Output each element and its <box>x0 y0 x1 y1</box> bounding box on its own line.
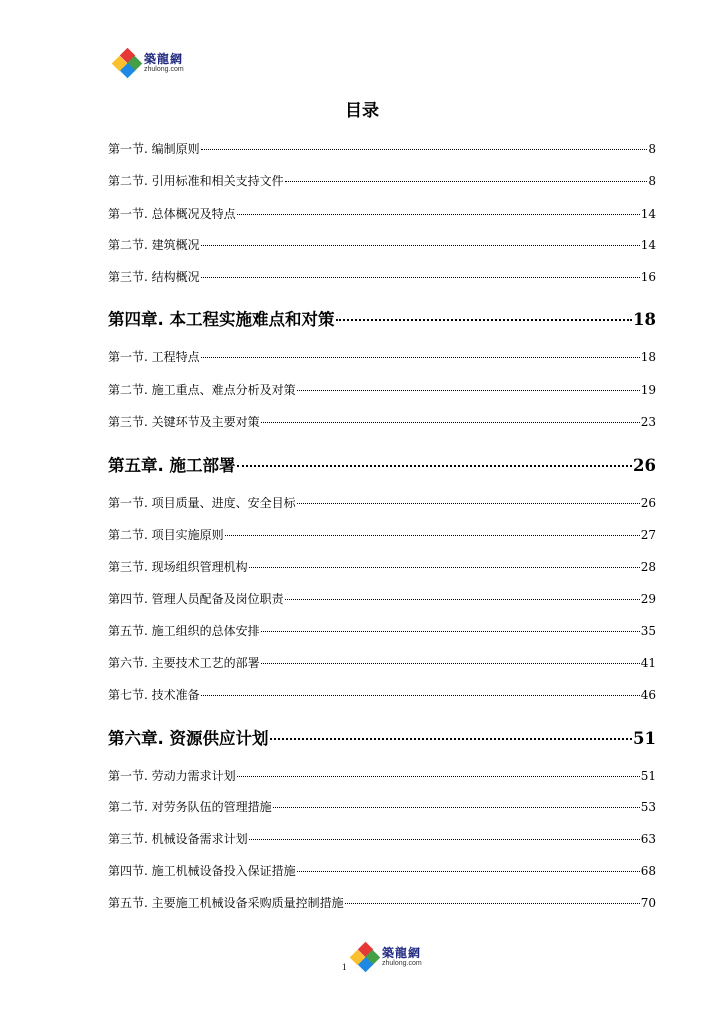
dot-leader <box>273 795 640 808</box>
toc-section-entry[interactable] <box>108 767 656 784</box>
toc-entry-label: 第五节. 施工组织的总体安排 <box>108 624 260 638</box>
dot-leader <box>201 683 640 696</box>
logo-english-text: zhulong.com <box>382 960 422 967</box>
toc-section-entry[interactable] <box>108 830 656 847</box>
toc-entry-label: 第五节. 主要施工机械设备采购质量控制措施 <box>108 896 344 910</box>
toc-entry-page: 51 <box>640 769 656 783</box>
toc-entry-label: 第二节. 引用标准和相关支持文件 <box>108 174 284 188</box>
logo-english-text: zhulong.com <box>144 66 184 73</box>
toc-entry-page: 51 <box>633 729 656 748</box>
toc-section-entry[interactable] <box>108 590 656 607</box>
page-number: 1 <box>342 962 347 972</box>
toc-section-entry[interactable] <box>108 894 656 911</box>
toc-entry-page: 63 <box>640 832 656 846</box>
dot-leader <box>297 859 640 872</box>
toc-entry-label: 第一节. 项目质量、进度、安全目标 <box>108 496 296 510</box>
diamond-logo-icon <box>114 50 140 76</box>
toc-entry-label: 第三节. 机械设备需求计划 <box>108 832 248 846</box>
toc-entry-label: 第二节. 项目实施原则 <box>108 528 224 542</box>
toc-section-entry[interactable] <box>108 798 656 815</box>
toc-entry-label: 第一节. 总体概况及特点 <box>108 207 236 221</box>
dot-leader <box>297 378 640 391</box>
toc-entry-page: 18 <box>640 350 656 364</box>
toc-entry-label: 第三节. 关键环节及主要对策 <box>108 415 260 429</box>
toc-entry-page: 70 <box>640 896 656 910</box>
toc-entry-label: 第二节. 建筑概况 <box>108 238 200 252</box>
dot-leader <box>270 722 633 741</box>
toc-entry-page: 41 <box>640 656 656 670</box>
dot-leader <box>261 410 640 423</box>
toc-entry-page: 14 <box>640 238 656 252</box>
toc-section-entry[interactable] <box>108 862 656 879</box>
toc-entry-page: 26 <box>640 496 656 510</box>
dot-leader <box>261 651 640 664</box>
dot-leader <box>285 587 640 600</box>
toc-entry-page: 26 <box>633 456 656 475</box>
toc-entry-label: 第七节. 技术准备 <box>108 688 200 702</box>
toc-chapter-entry[interactable] <box>108 725 656 749</box>
zhulong-logo <box>114 50 184 76</box>
toc-entry-page: 53 <box>640 800 656 814</box>
toc-entry-label: 第三节. 结构概况 <box>108 270 200 284</box>
dot-leader <box>249 555 640 568</box>
toc-section-entry[interactable] <box>108 558 656 575</box>
toc-entry-page: 18 <box>633 310 656 329</box>
toc-chapter-entry[interactable] <box>108 452 656 476</box>
toc-entry-label: 第二节. 对劳务队伍的管理措施 <box>108 800 272 814</box>
dot-leader <box>201 265 640 278</box>
toc-entry-label: 第五章. 施工部署 <box>108 456 236 475</box>
toc-section-entry[interactable] <box>108 381 656 398</box>
dot-leader <box>285 169 648 182</box>
toc-section-entry[interactable] <box>108 622 656 639</box>
diamond-logo-icon <box>352 944 378 970</box>
dot-leader <box>297 491 640 504</box>
toc-section-entry[interactable] <box>108 140 656 157</box>
toc-entry-label: 第一节. 工程特点 <box>108 350 200 364</box>
toc-entry-page: 27 <box>640 528 656 542</box>
toc-entry-page: 29 <box>640 592 656 606</box>
toc-entry-page: 68 <box>640 864 656 878</box>
toc-entry-label: 第一节. 编制原则 <box>108 142 200 156</box>
dot-leader <box>249 827 640 840</box>
toc-entry-label: 第三节. 现场组织管理机构 <box>108 560 248 574</box>
logo-chinese-text: 築龍網 <box>144 52 184 66</box>
toc-title: 目录 <box>345 101 379 121</box>
toc-section-entry[interactable] <box>108 654 656 671</box>
toc-section-entry[interactable] <box>108 686 656 703</box>
toc-entry-label: 第四节. 管理人员配备及岗位职责 <box>108 592 284 606</box>
dot-leader <box>261 619 640 632</box>
dot-leader <box>237 202 640 215</box>
dot-leader <box>225 523 640 536</box>
toc-entry-page: 19 <box>640 383 656 397</box>
dot-leader <box>336 303 633 322</box>
dot-leader <box>237 764 640 777</box>
toc-entry-label: 第四节. 施工机械设备投入保证措施 <box>108 864 296 878</box>
dot-leader <box>237 449 633 468</box>
toc-section-entry[interactable] <box>108 268 656 285</box>
toc-entry-label: 第六章. 资源供应计划 <box>108 729 269 748</box>
toc-section-entry[interactable] <box>108 236 656 253</box>
dot-leader <box>345 891 640 904</box>
toc-section-entry[interactable] <box>108 494 656 511</box>
toc-entry-page: 23 <box>640 415 656 429</box>
dot-leader <box>201 233 640 246</box>
dot-leader <box>201 345 640 358</box>
toc-section-entry[interactable] <box>108 413 656 430</box>
toc-entry-page: 8 <box>648 174 656 188</box>
toc-entry-label: 第一节. 劳动力需求计划 <box>108 769 236 783</box>
toc-section-entry[interactable] <box>108 205 656 222</box>
toc-section-entry[interactable] <box>108 348 656 365</box>
toc-entry-page: 8 <box>648 142 656 156</box>
toc-entry-page: 16 <box>640 270 656 284</box>
toc-entry-label: 第二节. 施工重点、难点分析及对策 <box>108 383 296 397</box>
toc-entry-label: 第四章. 本工程实施难点和对策 <box>108 310 335 329</box>
toc-entry-page: 14 <box>640 207 656 221</box>
toc-section-entry[interactable] <box>108 172 656 189</box>
toc-section-entry[interactable] <box>108 526 656 543</box>
zhulong-footer-logo <box>352 944 422 970</box>
toc-entry-page: 35 <box>640 624 656 638</box>
toc-chapter-entry[interactable] <box>108 306 656 330</box>
dot-leader <box>201 137 648 150</box>
toc-entry-page: 46 <box>640 688 656 702</box>
toc-entry-label: 第六节. 主要技术工艺的部署 <box>108 656 260 670</box>
logo-chinese-text: 築龍網 <box>382 946 422 960</box>
toc-entry-page: 28 <box>640 560 656 574</box>
